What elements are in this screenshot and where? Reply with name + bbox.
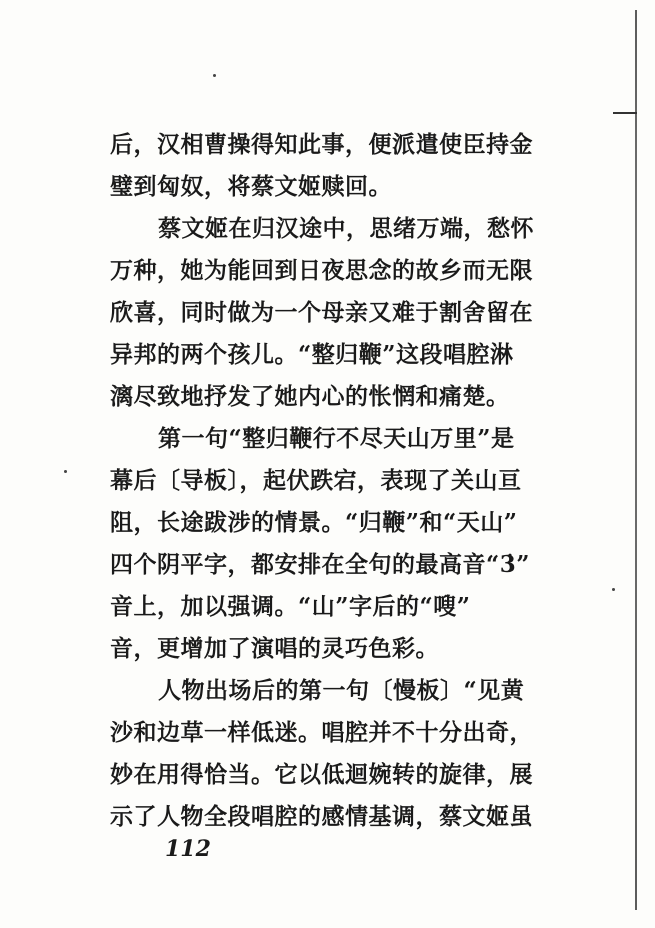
text-line: 人物出场后的第一句〔慢板〕“见黄 (158, 677, 525, 704)
scan-speck (612, 588, 615, 591)
page-edge-tick (613, 112, 637, 114)
page-edge-line (635, 10, 637, 910)
text-line: 漓尽致地抒发了她内心的怅惘和痛楚。 (110, 383, 510, 410)
text-line: 璧到匈奴，将蔡文姬赎回。 (110, 173, 392, 200)
text-line: 欣喜，同时做为一个母亲又难于割舍留在 (110, 299, 533, 326)
text-line: 音，更增加了演唱的灵巧色彩。 (110, 635, 439, 662)
body-text (110, 124, 588, 838)
text-line: 妙在用得恰当。它以低迴婉转的旋律，展 (110, 761, 533, 788)
text-line: 蔡文姬在归汉途中，思绪万端，愁怀 (158, 215, 534, 242)
paragraph-entrance (110, 670, 588, 838)
text-line: 第一句“整归鞭行不尽天山万里”是 (158, 425, 515, 452)
paragraph-return-journey (110, 208, 588, 418)
paragraph-first-line (110, 418, 588, 670)
text-line: 示了人物全段唱腔的感情基调，蔡文姬虽 (110, 803, 533, 830)
scan-speck (64, 470, 67, 473)
text-line: 异邦的两个孩儿。“整归鞭”这段唱腔淋 (110, 341, 514, 368)
text-line: 幕后〔导板〕，起伏跌宕，表现了关山亘 (110, 467, 522, 494)
text-line: 阻，长途跋涉的情景。“归鞭”和“天山” (110, 509, 518, 536)
paragraph-continuation (110, 124, 588, 208)
text-line: 沙和边草一样低迷。唱腔并不十分出奇， (110, 719, 533, 746)
text-line: 四个阴平字，都安排在全句的最高音“3̇” (110, 551, 530, 578)
text-line: 后，汉相曹操得知此事，便派遣使臣持金 (110, 131, 533, 158)
text-line: 万种，她为能回到日夜思念的故乡而无限 (110, 257, 533, 284)
page-number: 112 (165, 836, 211, 862)
text-line: 音上，加以强调。“山”字后的“嗖” (110, 593, 471, 620)
scan-speck (213, 74, 216, 77)
